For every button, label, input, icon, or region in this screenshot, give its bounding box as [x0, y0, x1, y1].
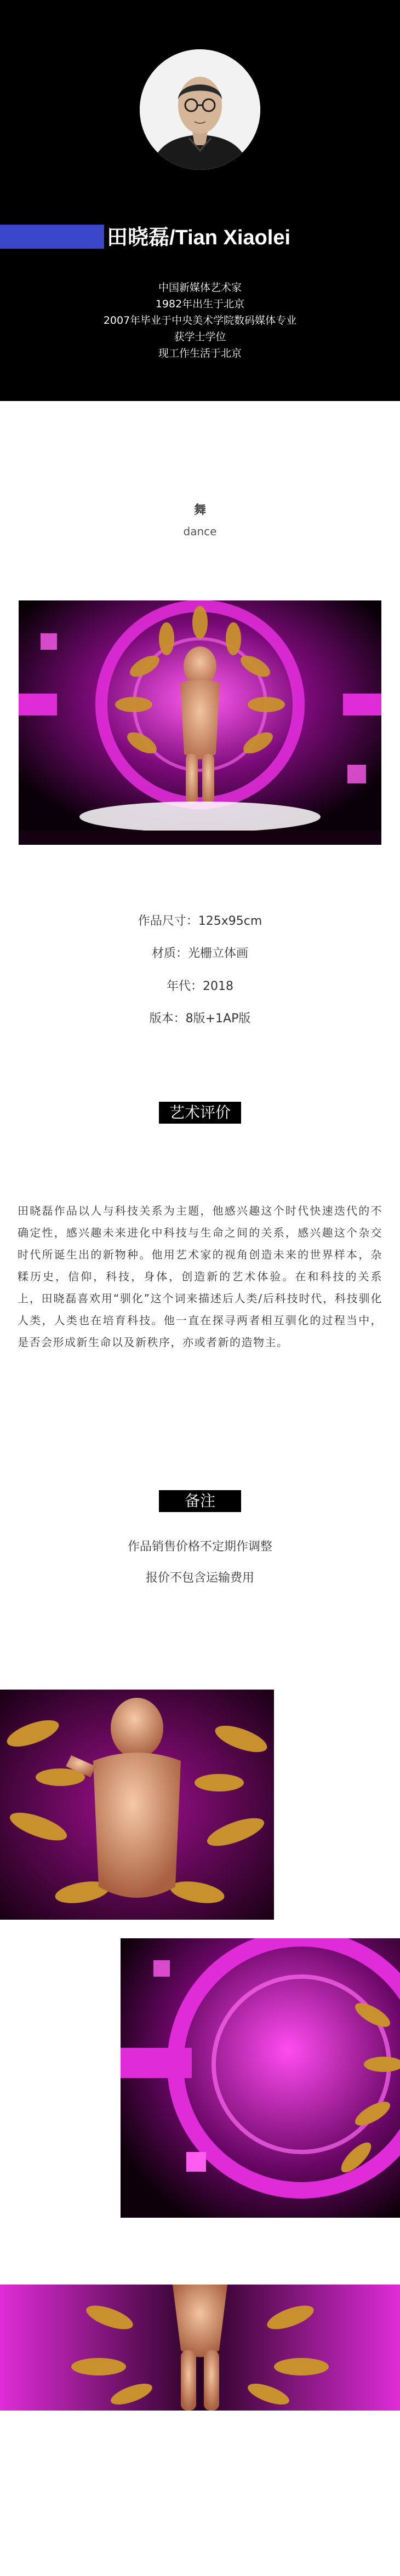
- review-paragraph: 田晓磊作品以人与科技关系为主题，他感兴趣这个时代快速迭代的不确定性，感兴趣未来进化中科技与生命之间的关系，感兴趣这个杂交时代所诞生出的新物种。他用艺术家的视角创造未来的世界样本，杂糅历史，信仰，科技，身体，创造新的艺术体验。在和科技的关系上，田晓磊喜欢用“驯化”这个词来描述后人类/后科技时代，科技驯化人类，人类也在培育科技。他一直在探寻两者相互驯化的过程当中，是否会形成新生命以及新秩序，亦或者新的造物主。: [18, 1204, 382, 1349]
- artwork-dance-illustration: [19, 600, 381, 845]
- review-heading: 艺术评价: [159, 1102, 241, 1124]
- artwork-detail-image-2: [121, 1938, 400, 2218]
- note-line: 作品销售价格不定期作调整: [127, 1540, 272, 1554]
- artwork-edition: 版本：8版+1AP版: [149, 1012, 251, 1026]
- artist-name-en: /Tian Xiaolei: [169, 226, 291, 249]
- artwork-size: 作品尺寸：125x95cm: [138, 914, 262, 928]
- bio-line: 中国新媒体艺术家: [158, 282, 242, 294]
- notes-heading: 备注: [159, 1490, 241, 1512]
- artwork-title-en: dance: [183, 525, 217, 538]
- artwork-detail-image-1: [0, 1690, 274, 1920]
- artwork-detail-image-3: [0, 2285, 400, 2411]
- name-highlight-bar: [0, 225, 104, 249]
- artwork-material: 材质：光栅立体画: [151, 947, 248, 960]
- artwork-detail-illustration-1: [0, 1690, 274, 1920]
- bio-line: 2007年毕业于中央美术学院数码媒体专业: [103, 314, 297, 327]
- artist-name-cn: 田晓磊: [107, 226, 170, 249]
- artwork-year: 年代：2018: [167, 980, 233, 993]
- bio-line: 获学士学位: [174, 331, 226, 343]
- artwork-title: 舞: [193, 503, 206, 517]
- artist-name: [107, 221, 290, 254]
- artist-portrait: [140, 49, 260, 170]
- bio-line: 现工作生活于北京: [158, 347, 242, 359]
- portrait-illustration: [140, 49, 260, 170]
- artwork-detail-illustration-3: [0, 2285, 400, 2411]
- artwork-image-main: [19, 600, 381, 845]
- bio-line: 1982年出生于北京: [155, 298, 245, 310]
- artwork-detail-illustration-2: [121, 1938, 400, 2218]
- note-line: 报价不包含运输费用: [145, 1571, 254, 1585]
- review-text: [18, 1200, 382, 1353]
